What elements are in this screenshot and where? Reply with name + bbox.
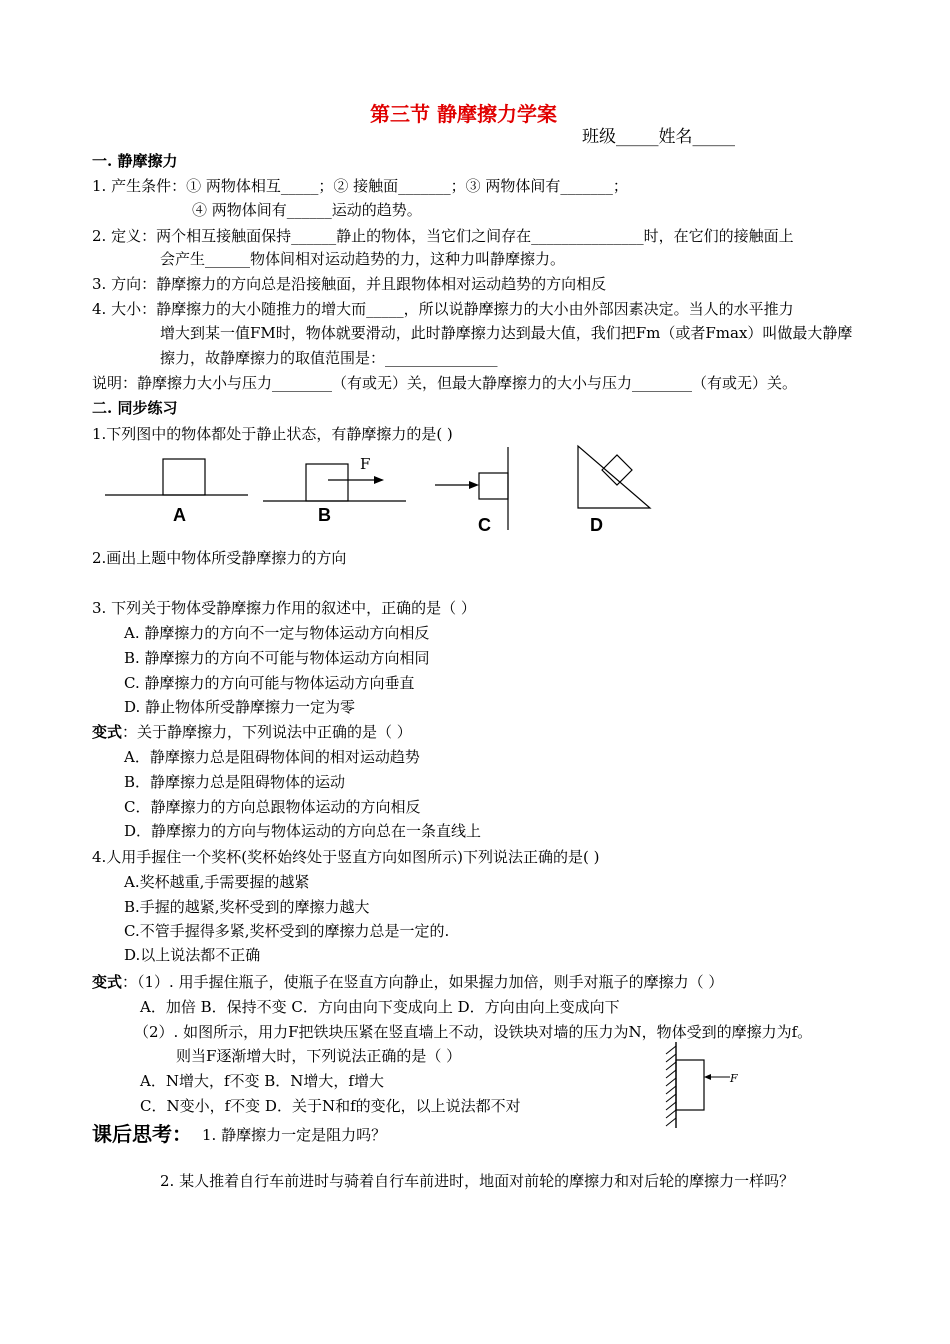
variant2-label: 变式 <box>92 973 123 991</box>
variant1-label: 变式 <box>92 723 123 741</box>
q4-option-c: C.不管手握得多紧,奖杯受到的摩擦力总是一定的. <box>124 922 450 940</box>
s1-line1b: ④ 两物体间有______运动的趋势。 <box>192 201 422 219</box>
v1-option-c: C．静摩擦力的方向总跟物体运动的方向相反 <box>124 798 421 816</box>
s1-line1: 1. 产生条件：① 两物体相互_____；② 接触面_______；③ 两物体间有_______； <box>92 177 628 195</box>
q3-option-b: B. 静摩擦力的方向不可能与物体运动方向相同 <box>124 649 430 667</box>
figure-d-label: D <box>590 515 603 535</box>
v1-option-d: D．静摩擦力的方向与物体运动的方向总在一条直线上 <box>124 822 482 840</box>
q4-option-d: D.以上说法都不正确 <box>124 946 261 964</box>
figure-b <box>258 450 418 520</box>
after-q2: 2. 某人推着自行车前进时与骑着自行车前进时，地面对前轮的摩擦力和对后轮的摩擦力一样吗？ <box>160 1172 795 1190</box>
figure-b-force-label: F <box>360 455 371 473</box>
after-class-heading: 课后思考： <box>92 1122 192 1146</box>
v2b-options-ab: A．N增大，f不变 B．N增大，f增大 <box>140 1072 384 1090</box>
q4-text: 4.人用手握住一个奖杯(奖杯始终处于竖直方向如图所示)下列说法正确的是( ) <box>92 848 600 866</box>
v2b-text2: 则当F逐渐增大时，下列说法正确的是（ ） <box>176 1047 462 1065</box>
s1-line4c: 擦力，故静摩擦力的取值范围是：_______________ <box>160 349 498 367</box>
v1-option-b: B．静摩擦力总是阻碍物体的运动 <box>124 773 346 791</box>
variant1 <box>92 723 412 741</box>
s1-line3: 3. 方向：静摩擦力的方向总是沿接触面，并且跟物体相对运动趋势的方向相反 <box>92 275 607 293</box>
wall-force-label: F <box>730 1072 738 1085</box>
variant1-text: ：关于静摩擦力，下列说法中正确的是（ ） <box>122 723 412 741</box>
variant2 <box>92 973 723 991</box>
v2b-text: （2）. 如图所示，用力F把铁块压紧在竖直墙上不动，设铁块对墙的压力为N，物体受到的摩擦力为f。 <box>134 1023 813 1041</box>
after-q1: 1. 静摩擦力一定是阻力吗？ <box>202 1126 387 1144</box>
v2-options: A．加倍 B．保持不变 C．方向由向下变成向上 D．方向由向上变成向下 <box>140 998 620 1016</box>
variant2-text: ：（1）. 用手握住瓶子，使瓶子在竖直方向静止，如果握力加倍，则手对瓶子的摩擦力（ ） <box>122 973 724 991</box>
section2-heading: 二. 同步练习 <box>92 399 178 417</box>
q4-option-a: A.奖杯越重,手需要握的越紧 <box>124 873 310 891</box>
q1-text: 1.下列图中的物体都处于静止状态，有静摩擦力的是( ) <box>92 425 453 443</box>
s1-line2: 2. 定义：两个相互接触面保持______静止的物体，当它们之间存在_______________时，在它们的接触面上 <box>92 227 794 245</box>
figure-c-label: C <box>478 515 491 535</box>
s1-line2b: 会产生______物体间相对运动趋势的力，这种力叫静摩擦力。 <box>160 250 566 268</box>
figure-c <box>430 445 520 535</box>
q2-text: 2.画出上题中物体所受静摩擦力的方向 <box>92 549 347 567</box>
class-name-fields: 班级_____姓名_____ <box>582 127 735 147</box>
v1-option-a: A．静摩擦力总是阻碍物体间的相对运动趋势 <box>124 748 420 766</box>
section1-heading: 一. 静摩擦力 <box>92 152 178 170</box>
q3-option-c: C. 静摩擦力的方向可能与物体运动方向垂直 <box>124 674 415 692</box>
q3-option-d: D. 静止物体所受静摩擦力一定为零 <box>124 698 356 716</box>
figure-d <box>570 440 660 520</box>
s1-line4b: 增大到某一值FM时，物体就要滑动，此时静摩擦力达到最大值，我们把Fm（或者Fmax）叫做最大静摩 <box>160 324 853 342</box>
s1-line4: 4. 大小：静摩擦力的大小随推力的增大而_____，所以说静摩擦力的大小由外部因素决定。当人的水平推力 <box>92 300 794 318</box>
v2b-options-cd: C．N变小，f不变 D．关于N和f的变化，以上说法都不对 <box>140 1097 521 1115</box>
q3-text: 3. 下列关于物体受静摩擦力作用的叙述中，正确的是（ ） <box>92 599 476 617</box>
s1-note: 说明：静摩擦力大小与压力________（有或无）关，但最大静摩擦力的大小与压力________（有或无）关。 <box>92 374 798 392</box>
page-title: 第三节 静摩擦力学案 <box>370 102 557 126</box>
figure-a-label: A <box>173 505 186 525</box>
q3-option-a: A. 静摩擦力的方向不一定与物体运动方向相反 <box>124 624 430 642</box>
q4-option-b: B.手握的越紧,奖杯受到的摩擦力越大 <box>124 898 370 916</box>
figure-b-label: B <box>318 505 331 525</box>
